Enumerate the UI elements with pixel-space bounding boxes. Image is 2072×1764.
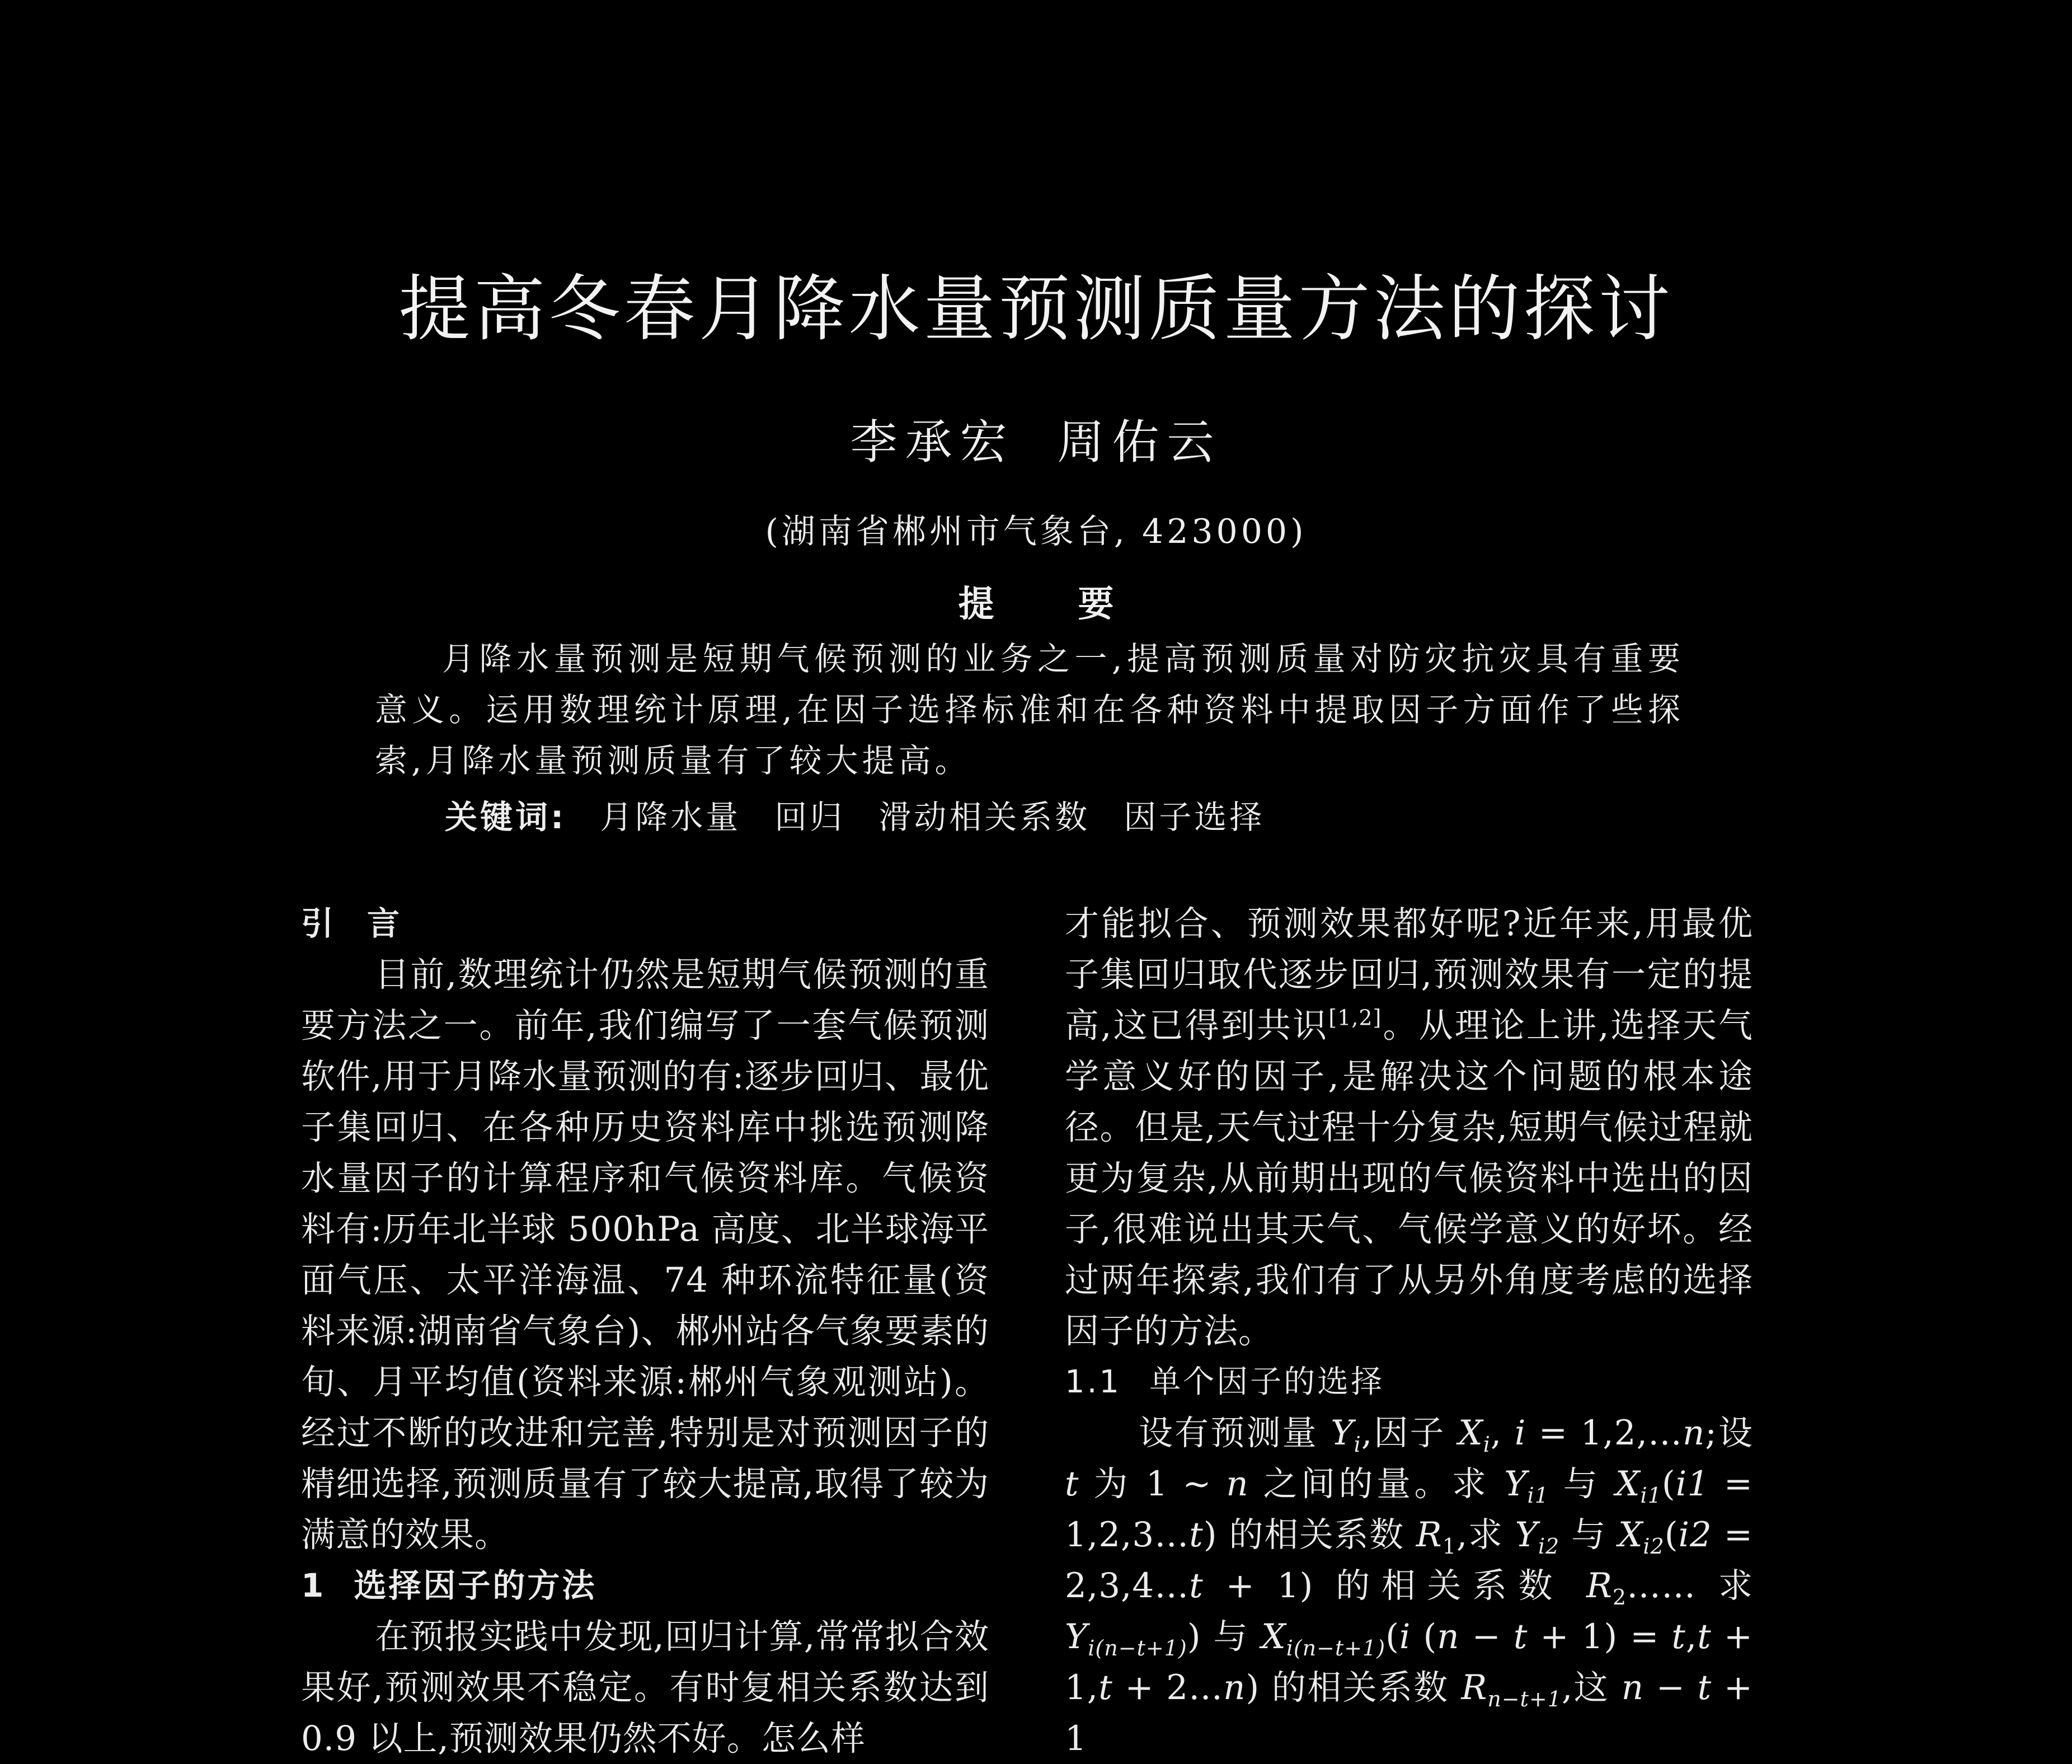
section-1-heading: 1 选择因子的方法: [301, 1566, 597, 1605]
keywords: [445, 792, 1265, 842]
keyword: 因子选择: [1124, 798, 1265, 836]
keywords-label: 关键词:: [445, 798, 567, 836]
citation: [1,2]: [1328, 1005, 1382, 1030]
keyword: 月降水量: [600, 798, 741, 836]
affiliation: (湖南省郴州市气象台, 423000): [765, 512, 1307, 551]
author-2: 周佑云: [1057, 415, 1222, 470]
section-1-1-paragraph: 设有预测量 $Y_i$,因子 $X_i$, i = 1,2,…n;设 t 为 1 ~ n 之间的量。求 $Y_{i1}$ 与 $X_{i1}(i1$ = 1,2,3…t) 的相关系数 $R_1$,求 $Y_{i2}$ 与 $X_{i2}(i2$ = 2,3,4…t + 1) 的相关系数 $R_2\dots\dots$ 求 $Y_{i(n-t+1)}$) 与 $X_{i(n-t+1)}(i$ (n − t + 1) = t,t + 1,t + 2…n) 的相关系数 $R_{n-t+1}$,这 n − t + 1: [1065, 1413, 1754, 1758]
authors: [0, 411, 2072, 473]
paper-title: 提高冬春月降水量预测质量方法的探讨: [398, 268, 1674, 351]
abstract-text: 月降水量预测是短期气候预测的业务之一,提高预测质量对防灾抗灾具有重要意义。运用数理统计原理,在因子选择标准和在各种资料中提取因子方面作了些探索,月降水量预测质量有了较大提高。: [375, 640, 1684, 780]
intro-heading: 引言: [301, 904, 434, 942]
author-1: 李承宏: [850, 415, 1015, 470]
keyword: 滑动相关系数: [878, 798, 1091, 836]
section-1-paragraph: 在预报实践中发现,回归计算,常常拟合效果好,预测效果不稳定。有时复相关系数达到 0.9 以上,预测效果仍然不好。怎么样: [301, 1617, 989, 1758]
section-1-1-heading: 1.1 单个因子的选择: [1065, 1364, 1385, 1400]
section-1-paragraph-continued: 才能拟合、预测效果都好呢?近年来,用最优子集回归取代逐步回归,预测效果有一定的提高,这已得到共识[1,2]。从理论上讲,选择天气学意义好的因子,是解决这个问题的根本途径。但是,天气过程十分复杂,短期气候过程就更为复杂,从前期出现的气候资料中选出的因子,很难说出其天气、气候学意义的好坏。经过两年探索,我们有了从另外角度考虑的选择因子的方法。: [1065, 904, 1753, 1351]
keyword: 回归: [774, 798, 845, 836]
right-column: [1065, 898, 1753, 1764]
intro-paragraph: 目前,数理统计仍然是短期气候预测的重要方法之一。前年,我们编写了一套气候预测软件,用于月降水量预测的有:逐步回归、最优子集回归、在各种历史资料库中挑选预测降水量因子的计算程序和气候资料库。气候资料有:历年北半球 500hPa 高度、北半球海平面气压、太平洋海温、74 种环流特征量(资料来源:湖南省气象台)、郴州站各气象要素的旬、月平均值(资料来源:郴州气象观测站)。经过不断的改进和完善,特别是对预测因子的精细选择,预测质量有了较大提高,取得了较为满意的效果。: [301, 955, 989, 1555]
abstract-heading: 提要: [958, 583, 1198, 625]
left-column: [301, 898, 989, 1764]
